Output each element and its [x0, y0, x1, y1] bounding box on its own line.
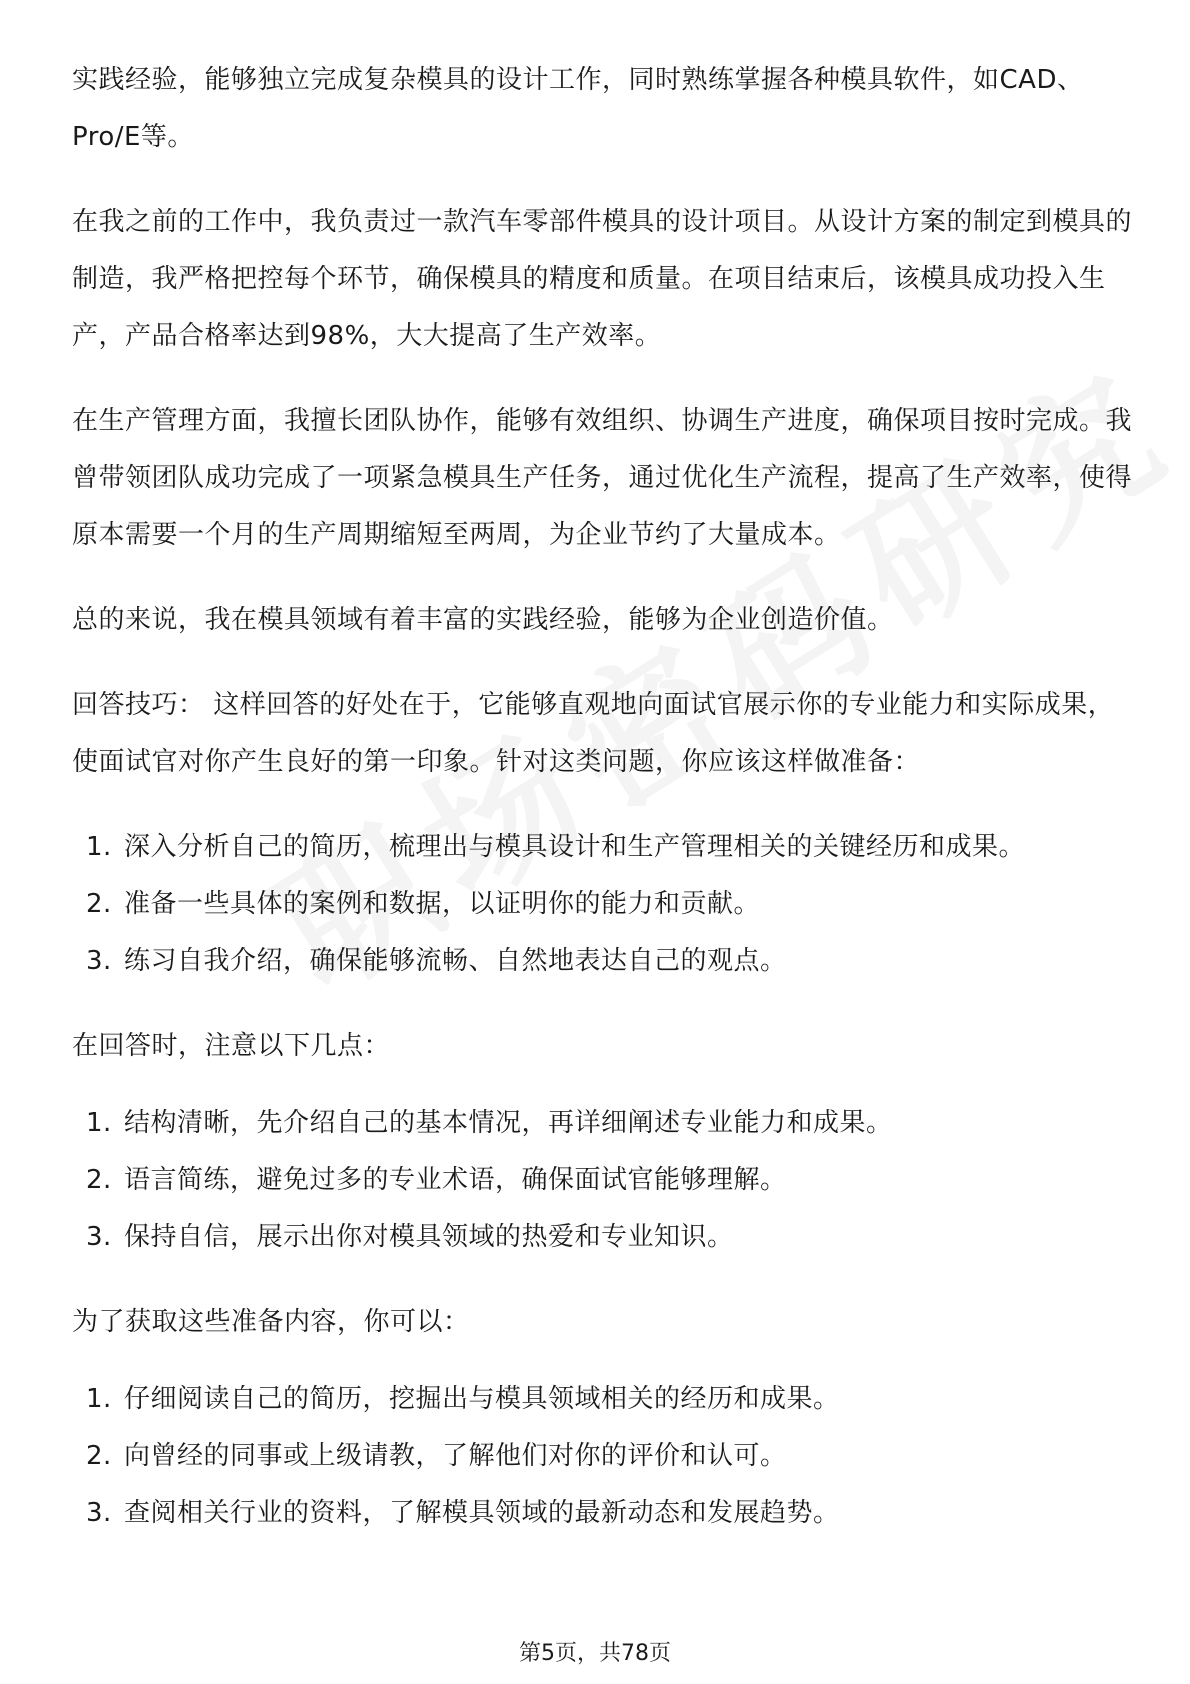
list-item: 3. 查阅相关行业的资料，了解模具领域的最新动态和发展趋势。	[86, 1498, 840, 1528]
paragraph-management: 在生产管理方面，我擅长团队协作，能够有效组织、协调生产进度，确保项目按时完成。我曾带领团队成功完成了一项紧急模具生产任务，通过优化生产流程，提高了生产效率，使得原本需要一个月的生产周期缩短至两周，为企业节约了大量成本。	[72, 406, 1133, 550]
document-page	[72, 52, 1132, 1570]
paragraph-attention: 在回答时，注意以下几点：	[72, 1031, 391, 1061]
paragraph-obtain: 为了获取这些准备内容，你可以：	[72, 1307, 470, 1337]
paragraph-tips: 回答技巧： 这样回答的好处在于，它能够直观地向面试官展示你的专业能力和实际成果，使面试官对你产生良好的第一印象。针对这类问题，你应该这样做准备：	[72, 690, 1115, 777]
list-item: 3. 练习自我介绍，确保能够流畅、自然地表达自己的观点。	[86, 946, 787, 976]
paragraph-summary: 总的来说，我在模具领域有着丰富的实践经验，能够为企业创造价值。	[72, 605, 894, 635]
list-item: 2. 语言简练，避免过多的专业术语，确保面试官能够理解。	[86, 1165, 787, 1195]
paragraph-project: 在我之前的工作中，我负责过一款汽车零部件模具的设计项目。从设计方案的制定到模具的制造，我严格把控每个环节，确保模具的精度和质量。在项目结束后，该模具成功投入生产，产品合格率达到98%，大大提高了生产效率。	[72, 207, 1133, 351]
list-item: 2. 准备一些具体的案例和数据，以证明你的能力和贡献。	[86, 889, 761, 919]
list-item: 3. 保持自信，展示出你对模具领域的热爱和专业知识。	[86, 1222, 734, 1252]
list-item: 1. 深入分析自己的简历，梳理出与模具设计和生产管理相关的关键经历和成果。	[86, 832, 1026, 862]
list-item: 1. 结构清晰，先介绍自己的基本情况，再详细阐述专业能力和成果。	[86, 1108, 893, 1138]
prep-list	[72, 819, 1132, 990]
paragraph-experience: 实践经验，能够独立完成复杂模具的设计工作，同时熟练掌握各种模具软件，如CAD、Pro/E等。	[72, 65, 1084, 152]
list-item: 2. 向曾经的同事或上级请教，了解他们对你的评价和认可。	[86, 1441, 787, 1471]
obtain-list	[72, 1371, 1132, 1542]
list-item: 1. 仔细阅读自己的简历，挖掘出与模具领域相关的经历和成果。	[86, 1384, 840, 1414]
attention-list	[72, 1095, 1132, 1266]
page-number: 第5页，共78页	[519, 1641, 671, 1666]
